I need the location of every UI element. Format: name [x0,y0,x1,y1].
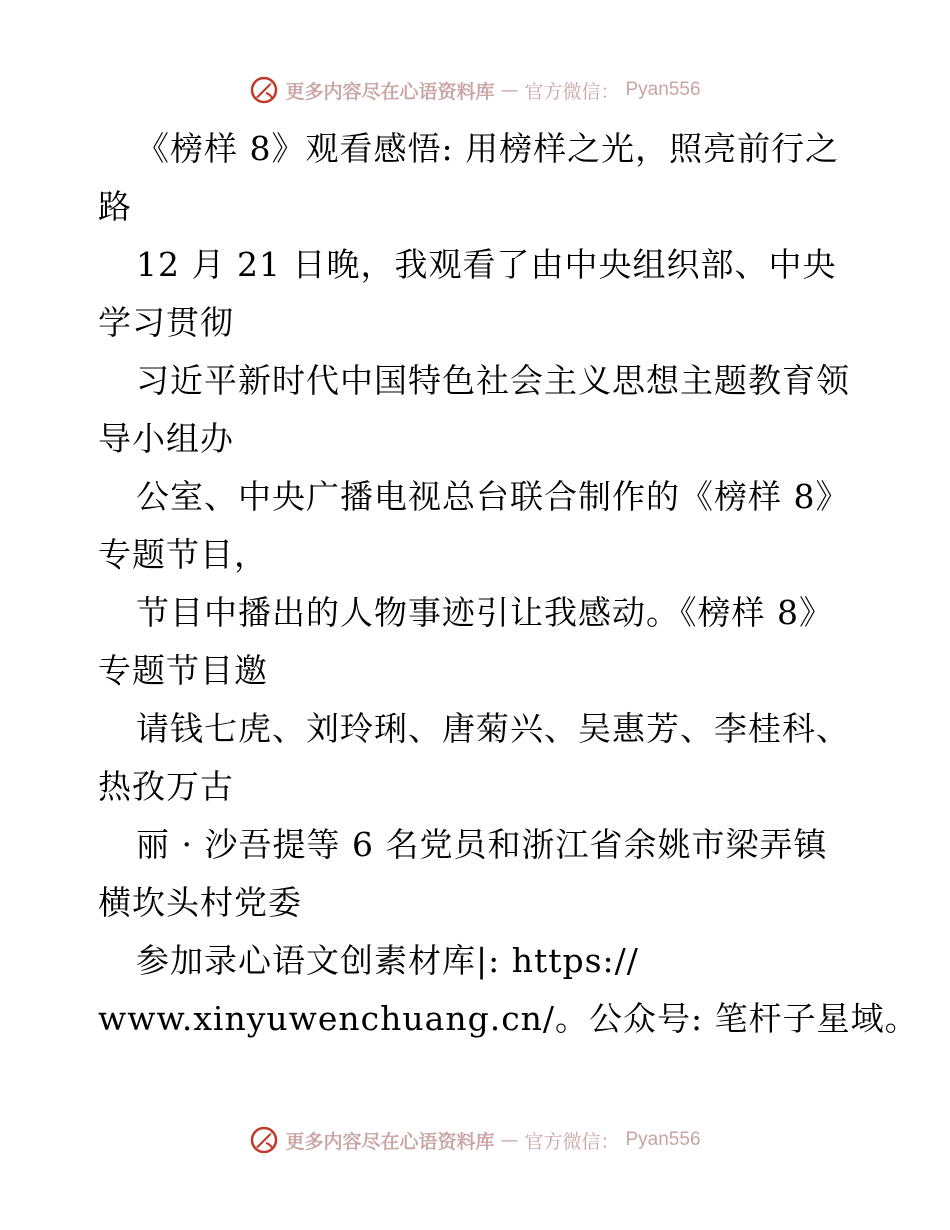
paragraph-line: 热孜万古 [98,767,234,806]
banner-separator: — [500,79,519,101]
paragraph-line: 请钱七虎、刘玲琍、唐菊兴、吴惠芳、李桂科、 [136,709,850,748]
paragraph-line: 横坎头村党委 [98,883,302,922]
paragraph-line: 节目中播出的人物事迹引让我感动。《榜样 8》 [136,593,833,632]
quill-logo-icon [249,1125,279,1155]
banner-wechat-label: 官方微信： [524,80,620,103]
paragraph-line: 专题节目， [98,535,268,574]
paragraph-line: 公室、中央广播电视总台联合制作的《榜样 8》 [136,477,850,516]
paragraph-line: 习近平新时代中国特色社会主义思想主题教育领 [136,361,850,400]
paragraph-line: 丽 · 沙吾提等 6 名党员和浙江省余姚市梁弄镇 [136,825,828,864]
footer-banner [0,1120,950,1160]
title-line-1: 《榜样 8》观看感悟: 用榜样之光，照亮前行之 [136,129,840,168]
paragraph-line: 导小组办 [98,419,234,458]
banner-wechat-label: 官方微信： [524,1130,620,1153]
quill-logo-icon [249,75,279,105]
paragraph-line: www.xinyuwenchuang.cn/。公众号: 笔杆子星域。 [98,999,919,1038]
paragraph-line: 参加录心语文创素材库|: https:// [136,941,639,980]
paragraph-line: 专题节目邀 [98,651,268,690]
banner-title: 更多内容尽在心语资料库 [285,80,495,103]
paragraph-line: 学习贯彻 [98,303,234,342]
banner-wechat-id: Pyan556 [625,1129,701,1150]
banner-wechat-id: Pyan556 [625,79,701,100]
document-body [98,120,919,1048]
banner-separator: — [500,1129,519,1151]
banner-title: 更多内容尽在心语资料库 [285,1130,495,1153]
header-banner [0,70,950,110]
paragraph-line: 12 月 21 日晚，我观看了由中央组织部、中央 [136,245,837,284]
title-line-2: 路 [98,187,132,226]
